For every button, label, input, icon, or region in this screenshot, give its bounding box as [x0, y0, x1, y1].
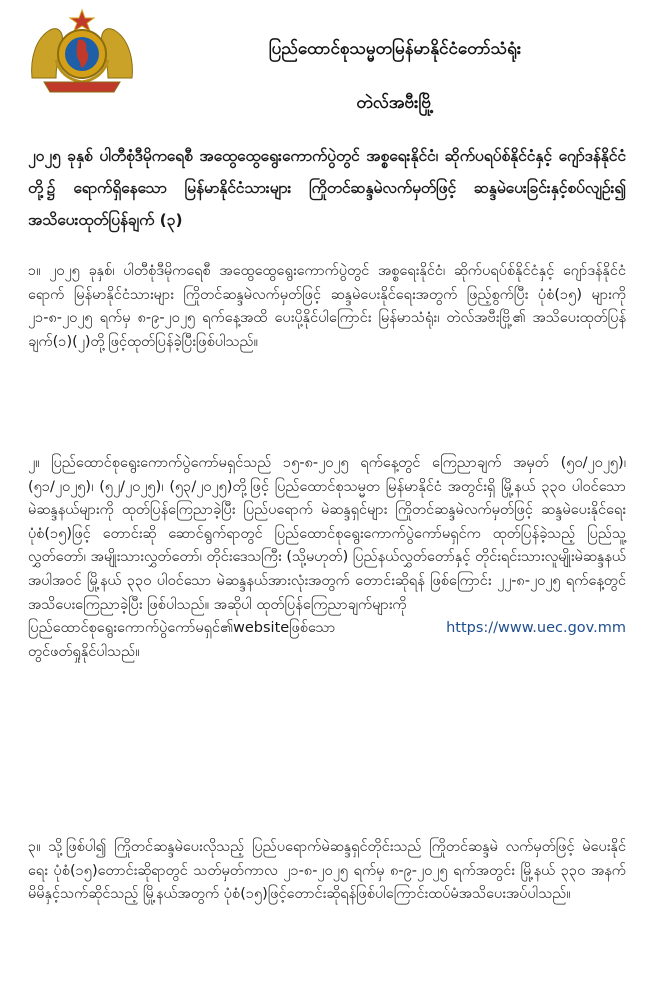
paragraph-1: ၁။ ၂၀၂၅ ခုနှစ်၊ ပါတီစုံဒီမိုကရေစီ အထွေထွေရွေးကောက်ပွဲတွင် အစ္စရေးနိုင်ငံ၊ ဆိုက်ပရပ်စ်နိုင်ငံနှင့် ဂျော်ဒန်နိုင်ငံရောက် မြန်မာနိုင်ငံသားများ ကြိုတင်ဆန္ဒမဲလက်မှတ်ဖြင့် ဆန္ဒမဲပေးနိုင်ရေးအတွက် ဖြည့်စွက်ပြီး ပုံစံ(၁၅) များကို ၂၁-၈-၂၀၂၅ ရက်မှ ၈-၉-၂၀၂၅ ရက်နေ့အထိ ပေးပို့နိုင်ပါကြောင်း မြန်မာသံရုံး၊ တဲလ်အဗီးဗြို့၏ အသိပေးထုတ်ပြန်ချက်(၁)(၂)တို့ဖြင့်ထုတ်ပြန်ခဲ့ပြီးဖြစ်ပါသည်။: [28, 263, 626, 350]
ministry-name: ပြည်ထောင်စုသမ္မတမြန်မာနိုင်ငံတော်သံရုံး: [268, 39, 522, 59]
paragraph-2-end: တွင်ဖတ်ရှုနိုင်ပါသည်။: [28, 643, 140, 660]
state-emblem: [26, 8, 138, 94]
uec-website-link[interactable]: https://www.uec.gov.mm: [446, 620, 626, 637]
paragraph-2-body: ၂။ ပြည်ထောင်စုရွေးကောက်ပွဲကော်မရှင်သည် ၁၅-၈-၂၀၂၅ ရက်နေ့တွင် ကြေညာချက် အမှတ် (၅၀/၂၀၂၅)၊ (၅၁/၂၀၂၅)၊ (၅၂/၂၀၂၅)၊ (၅၃/၂၀၂၅)တို့ဖြင့် ပြည်ထောင်စုသမ္မတ မြန်မာနိုင်ငံ အတွင်းရှိ မြို့နယ် ၃၃၀ ပါဝင်သော မဲဆန္ဒနယ်များကို ထုတ်ပြန်ကြေညာခဲ့ပြီး ပြည်ပရောက် မဲဆန္ဒရှင်များ ကြိုတင်ဆန္ဒမဲလက်မှတ်ဖြင့် ဆန္ဒမဲပေးနိုင်ရေး ပုံစံ(၁၅)ဖြင့် တောင်းဆို ဆောင်ရွက်ရာတွင် ပြည်ထောင်စုရွေးကောက်ပွဲကော်မရှင်က ထုတ်ပြန်ခဲ့သည့် ပြည်သူ့ လွှတ်တော်၊ အမျိုးသားလွှတ်တော်၊ တိုင်းဒေသကြီး (သို့မဟုတ်) ပြည်နယ်လွှတ်တော်နှင့် တိုင်းရင်းသားလူမျိုးမဲဆန္ဒနယ်အပါအဝင် မြို့နယ် ၃၃၀ ပါဝင်သော မဲဆန္ဒနယ်အားလုံးအတွက် တောင်းဆိုရန် ဖြစ်ကြောင်း ၂၂-၈-၂၀၂၅ ရက်နေ့တွင် အသိပေးကြေညာခဲ့ပြီး ဖြစ်ပါသည်။ အဆိုပါ ထုတ်ပြန်ကြေညာချက်များကို: [28, 455, 626, 613]
paragraph-2: [28, 452, 626, 664]
paragraph-3: ၃။ သို့ဖြစ်ပါ၍ ကြိုတင်ဆန္ဒမဲပေးလိုသည့် ပြည်ပရောက်မဲဆန္ဒရှင်တိုင်းသည် ကြိုတင်ဆန္ဒမဲ လက်မှတ်ဖြင့် မဲပေးနိုင်ရေး ပုံစံ(၁၅)တောင်းဆိုရာတွင် သတ်မှတ်ကာလ ၂၁-၈-၂၀၂၅ ရက်မှ ၈-၉-၂၀၂၅ ရက်အတွင်း မြို့နယ် ၃၃၀ အနက် မိမိနှင့်သက်ဆိုင်သည့် မြို့နယ်အတွက် ပုံစံ(၁၅)ဖြင့်တောင်းဆိုရန်ဖြစ်ပါကြောင်းထပ်မံအသိပေးအပ်ပါသည်။: [28, 839, 626, 903]
paragraph-2-commission-text: ပြည်ထောင်စုရွေးကောက်ပွဲကော်မရှင်၏websiteဖြစ်သော: [28, 620, 336, 637]
paragraph-2-link-line: [28, 617, 626, 641]
embassy-city: တဲလ်အဗီးဗြို့: [356, 93, 434, 113]
announcement-title: ၂၀၂၅ ခုနှစ် ပါတီစုံဒီမိုကရေစီ အထွေထွေရွေးကောက်ပွဲတွင် အစ္စရေးနိုင်ငံ၊ ဆိုက်ပရပ်စ်နိုင်ငံနှင့် ဂျော်ဒန်နိုင်ငံတို့၌ ရောက်ရှိနေသော မြန်မာနိုင်ငံသားများ ကြိုတင်ဆန္ဒမဲလက်မှတ်ဖြင့် ဆန္ဒမဲပေးခြင်းနှင့်စပ်လျဉ်း၍ အသိပေးထုတ်ပြန်ချက် (၃): [28, 147, 626, 229]
